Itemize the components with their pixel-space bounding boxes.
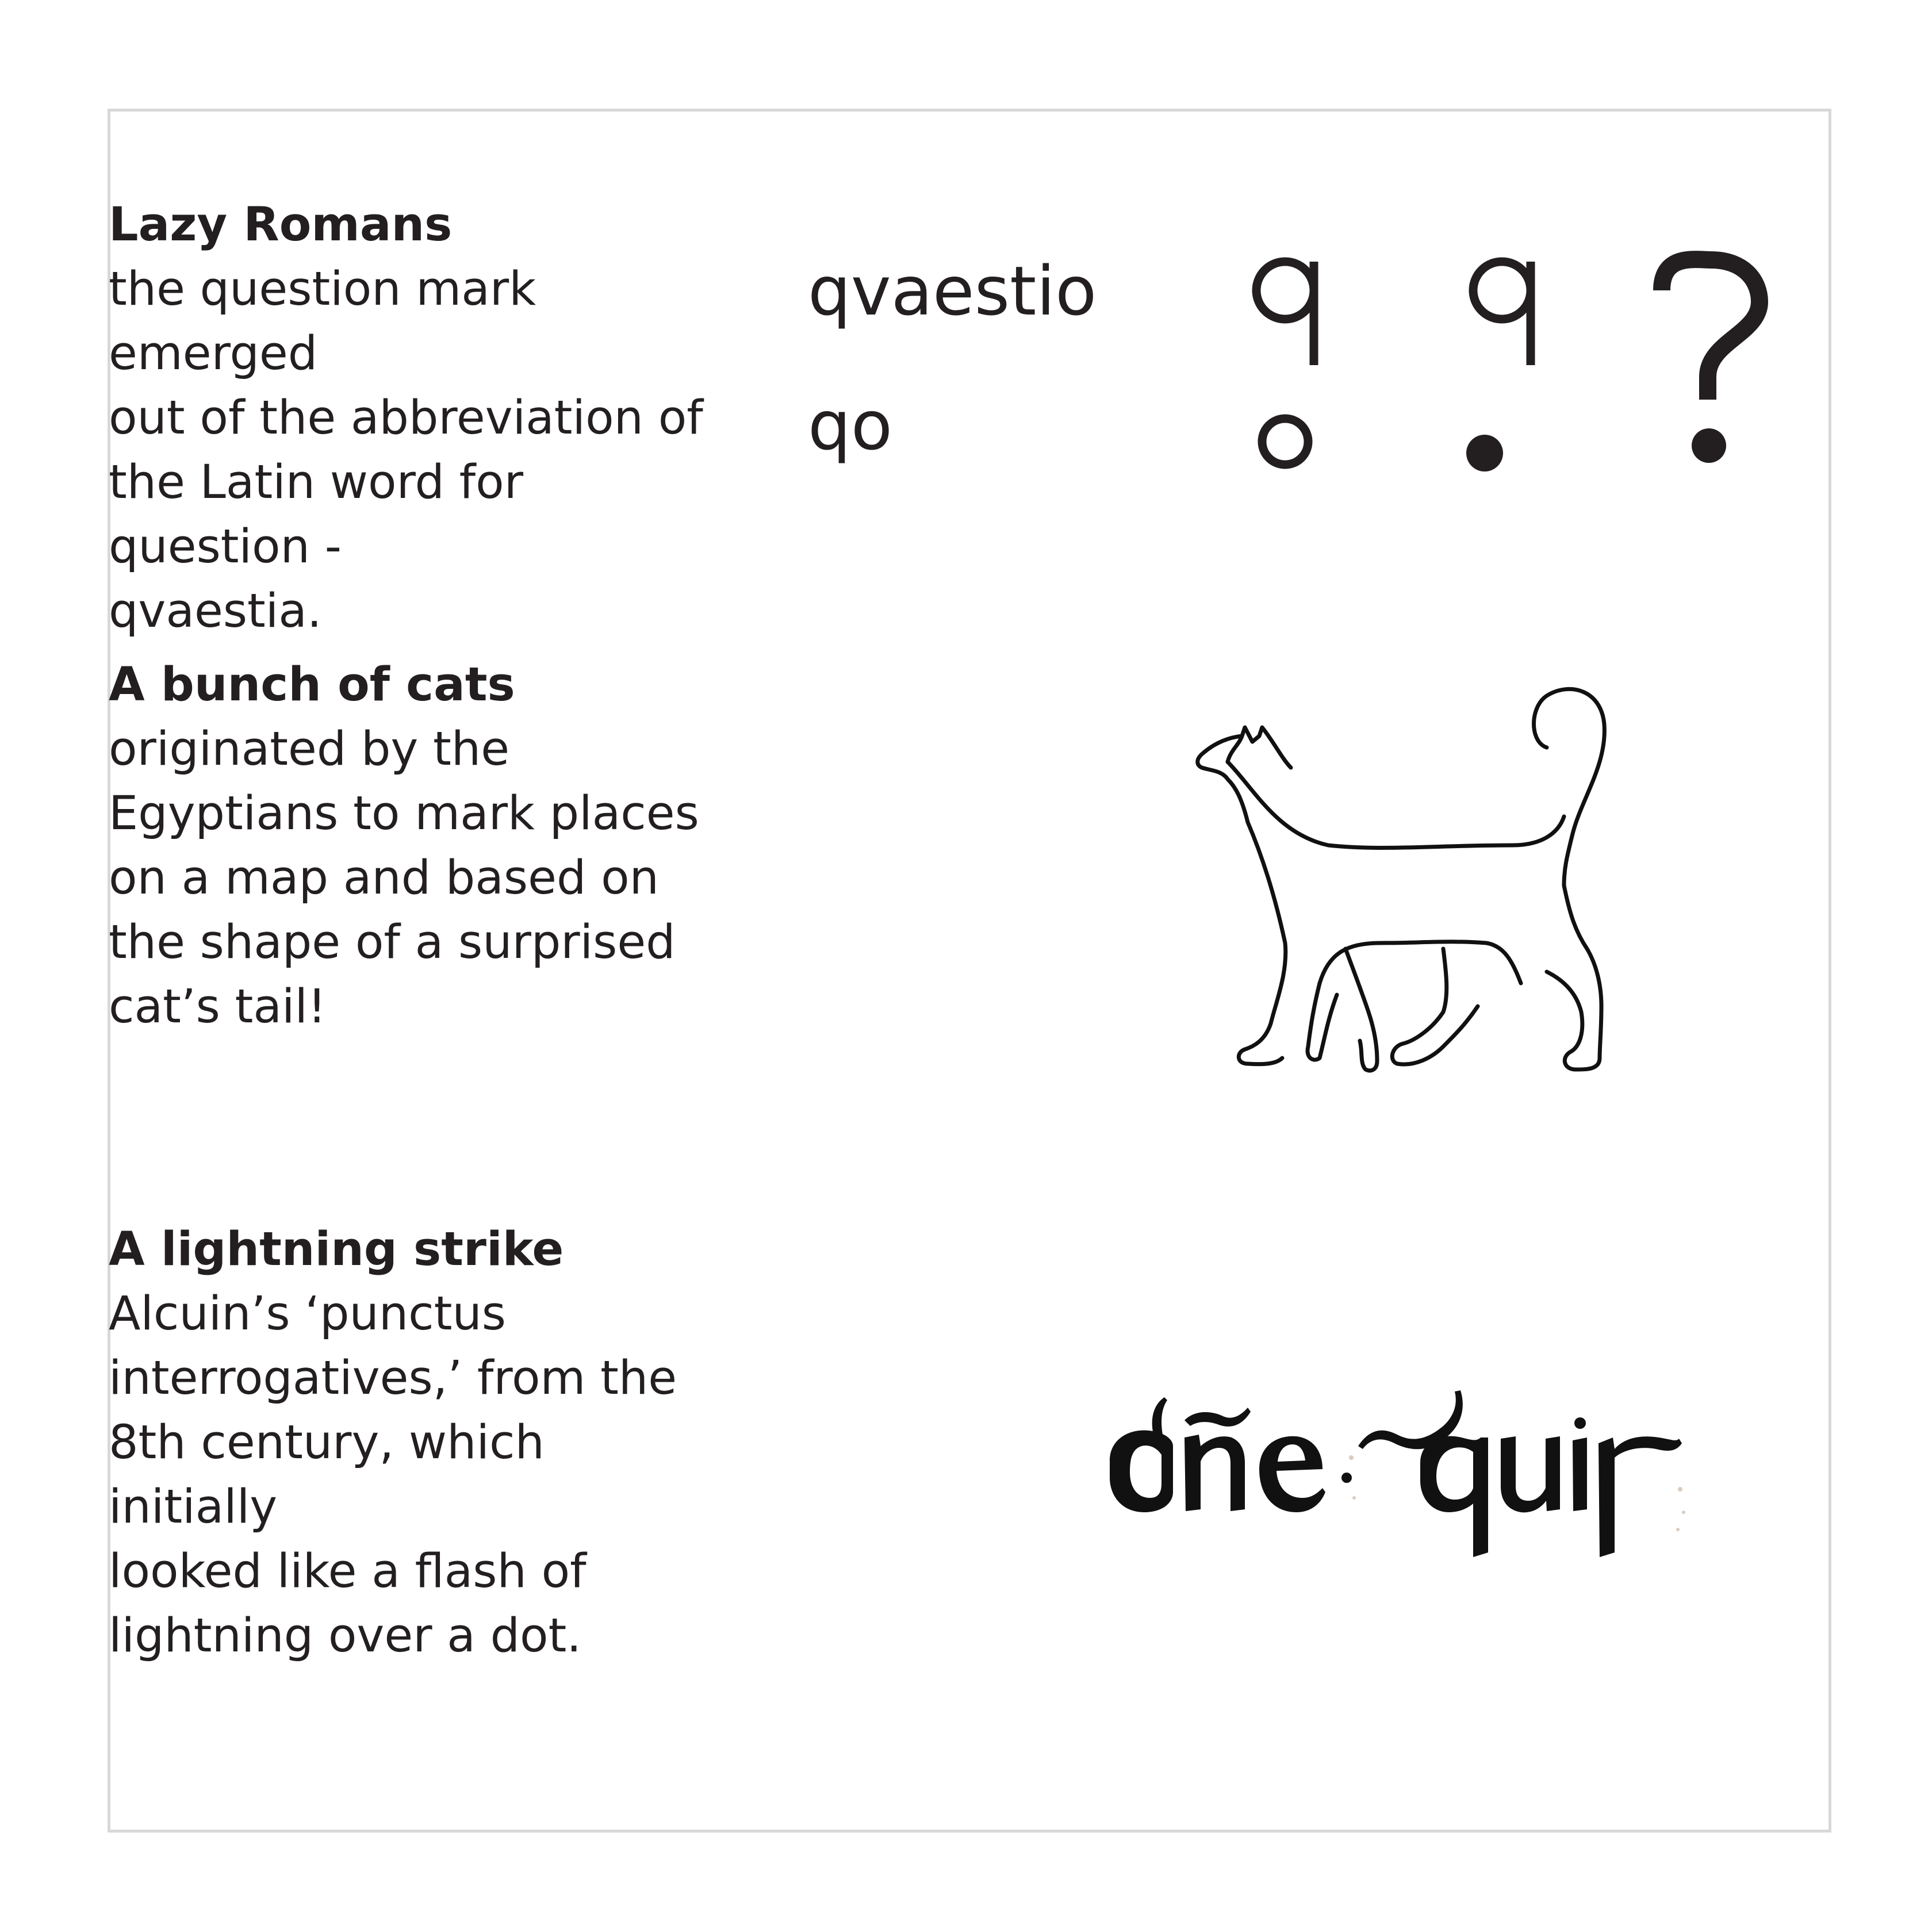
section-title: Lazy Romans bbox=[109, 198, 453, 252]
section-body: the question mark emerged out of the abbreviation of the Latin word for question - qvaestia. bbox=[109, 262, 703, 638]
section-lightning-strike bbox=[109, 1217, 718, 1668]
section-body: Alcuin’s ‘punctus interrogatives,’ from the 8th century, which initially looked like a flash of lightning over a dot. bbox=[109, 1287, 677, 1663]
section-bunch-of-cats bbox=[109, 653, 718, 1039]
punctus-interrogativus-manuscript-image bbox=[1098, 1340, 1690, 1581]
section-title: A bunch of cats bbox=[109, 658, 515, 712]
question-mark-evolution bbox=[1219, 247, 1794, 489]
cat-outline-icon bbox=[1190, 673, 1656, 1098]
section-title: A lightning strike bbox=[109, 1222, 564, 1276]
word-qo: qo bbox=[808, 386, 893, 465]
section-body: originated by the Egyptians to mark places on a map and based on the shape of a surprised cat’s tail! bbox=[109, 722, 699, 1034]
section-lazy-romans bbox=[109, 193, 718, 643]
final-mark-label: ? bbox=[1219, 247, 1220, 248]
question-mark-icon bbox=[1662, 259, 1759, 463]
q-over-o-icon bbox=[1256, 262, 1314, 465]
word-qvaestio: qvaestio bbox=[808, 251, 1097, 331]
q-over-dot-icon bbox=[1466, 262, 1531, 471]
